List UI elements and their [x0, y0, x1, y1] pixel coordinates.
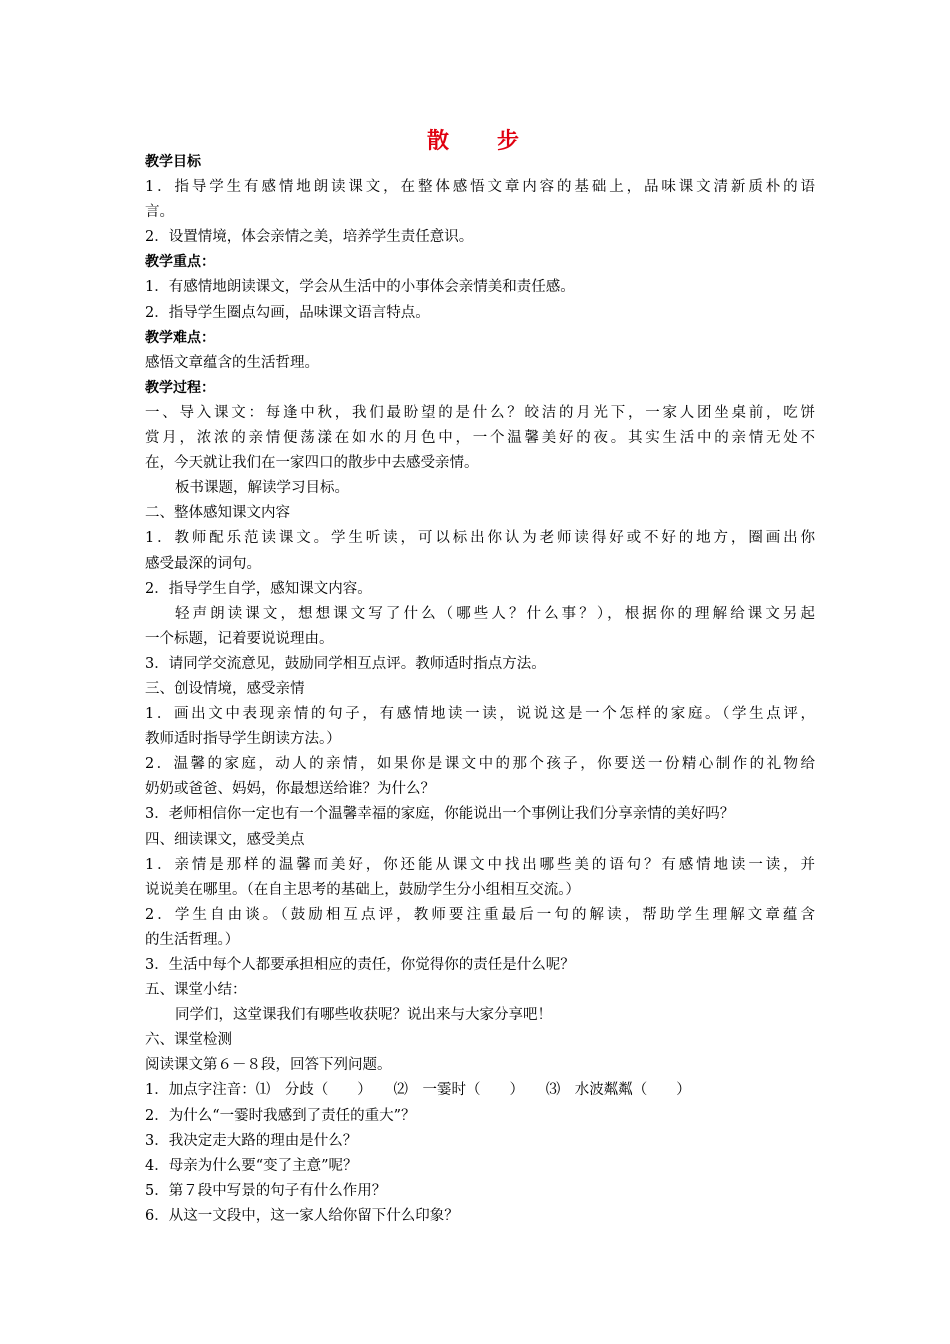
document-body	[145, 150, 815, 1229]
text-line: 1．教师配乐范读课文。学生听读，可以标出你认为老师读得好或不好的地方，圈画出你	[145, 530, 815, 547]
text-line: 二、整体感知课文内容	[145, 505, 290, 522]
text-line: 2．学生自由谈。（鼓励相互点评，教师要注重最后一句的解读，帮助学生理解文章蕴含	[145, 906, 815, 923]
text-line: 1．亲情是那样的温馨而美好，你还能从课文中找出哪些美的语句？有感情地读一读，并	[145, 856, 815, 873]
text-line: 板书课题，解读学习目标。	[175, 480, 349, 497]
text-line: 3．请同学交流意见，鼓励同学相互点评。教师适时指点方法。	[145, 655, 546, 672]
text-line: 说说美在哪里。（在自主思考的基础上，鼓励学生分小组相互交流。）	[145, 881, 580, 898]
text-line: 1．画出文中表现亲情的句子，有感情地读一读，说说这是一个怎样的家庭。（学生点评，	[145, 706, 815, 723]
title-char-1: 散	[426, 129, 453, 154]
text-line: 四、细读课文，感受美点	[145, 831, 305, 848]
text-line: 2．为什么“一霎时我感到了责任的重大”？	[145, 1107, 416, 1124]
section-heading: 教学目标	[145, 154, 201, 170]
text-line: 1．加点字注音：⑴ 分歧（ ） ⑵ 一霎时（ ） ⑶ 水波粼粼（ ）	[145, 1082, 691, 1099]
text-line: 2．指导学生圈点勾画，品味课文语言特点。	[145, 304, 430, 321]
text-line: 2．温馨的家庭，动人的亲情，如果你是课文中的那个孩子，你要送一份精心制作的礼物给	[145, 756, 815, 773]
section-heading: 教学难点：	[145, 329, 215, 346]
text-line: 3．我决定走大路的理由是什么？	[145, 1132, 358, 1149]
text-line: 轻声朗读课文，想想课文写了什么（哪些人？什么事？），根据你的理解给课文另起	[175, 605, 815, 622]
text-line: 感悟文章蕴含的生活哲理。	[145, 354, 319, 371]
text-line: 三、创设情境，感受亲情	[145, 680, 305, 697]
text-line: 在，今天就让我们在一家四口的散步中去感受亲情。	[145, 455, 479, 472]
text-line: 1．有感情地朗读课文，学会从生活中的小事体会亲情美和责任感。	[145, 279, 575, 296]
text-line: 5．第７段中写景的句子有什么作用？	[145, 1182, 387, 1199]
text-line: 3．老师相信你一定也有一个温馨幸福的家庭，你能说出一个事例让我们分享亲情的美好吗？	[145, 806, 735, 823]
text-line: 2．设置情境，体会亲情之美，培养学生责任意识。	[145, 229, 474, 246]
text-line: 阅读课文第６－８段，回答下列问题。	[145, 1057, 392, 1074]
section-heading: 教学过程：	[145, 379, 215, 396]
text-line: 同学们，这堂课我们有哪些收获呢？说出来与大家分享吧！	[175, 1007, 552, 1024]
title-char-2: 步	[497, 129, 524, 154]
text-line: 3．生活中每个人都要承担相应的责任，你觉得你的责任是什么呢？	[145, 957, 575, 973]
text-line: 1．指导学生有感情地朗读课文，在整体感悟文章内容的基础上，品味课文清新质朴的语	[145, 179, 815, 196]
text-line: 6．从这一文段中，这一家人给你留下什么印象？	[145, 1207, 459, 1224]
text-line: 赏月，浓浓的亲情便荡漾在如水的月色中，一个温馨美好的夜。其实生活中的亲情无处不	[145, 430, 815, 447]
text-line: 4．母亲为什么要“变了主意”呢？	[145, 1157, 358, 1174]
text-line: 教师适时指导学生朗读方法。）	[145, 731, 341, 748]
text-line: 一个标题，记着要说说理由。	[145, 630, 334, 647]
section-heading: 教学重点：	[145, 254, 215, 271]
text-line: 感受最深的词句。	[145, 555, 261, 572]
text-line: 六、课堂检测	[145, 1032, 232, 1049]
text-line: 2．指导学生自学，感知课文内容。	[145, 580, 372, 597]
text-line: 的生活哲理。）	[145, 931, 240, 948]
text-line: 五、课堂小结：	[145, 982, 247, 999]
text-line: 一、导入课文：每逢中秋，我们最盼望的是什么？皎洁的月光下，一家人团坐桌前，吃饼	[145, 404, 815, 421]
text-line: 奶奶或爸爸、妈妈，你最想送给谁？为什么？	[145, 781, 435, 798]
text-line: 言。	[145, 204, 174, 221]
